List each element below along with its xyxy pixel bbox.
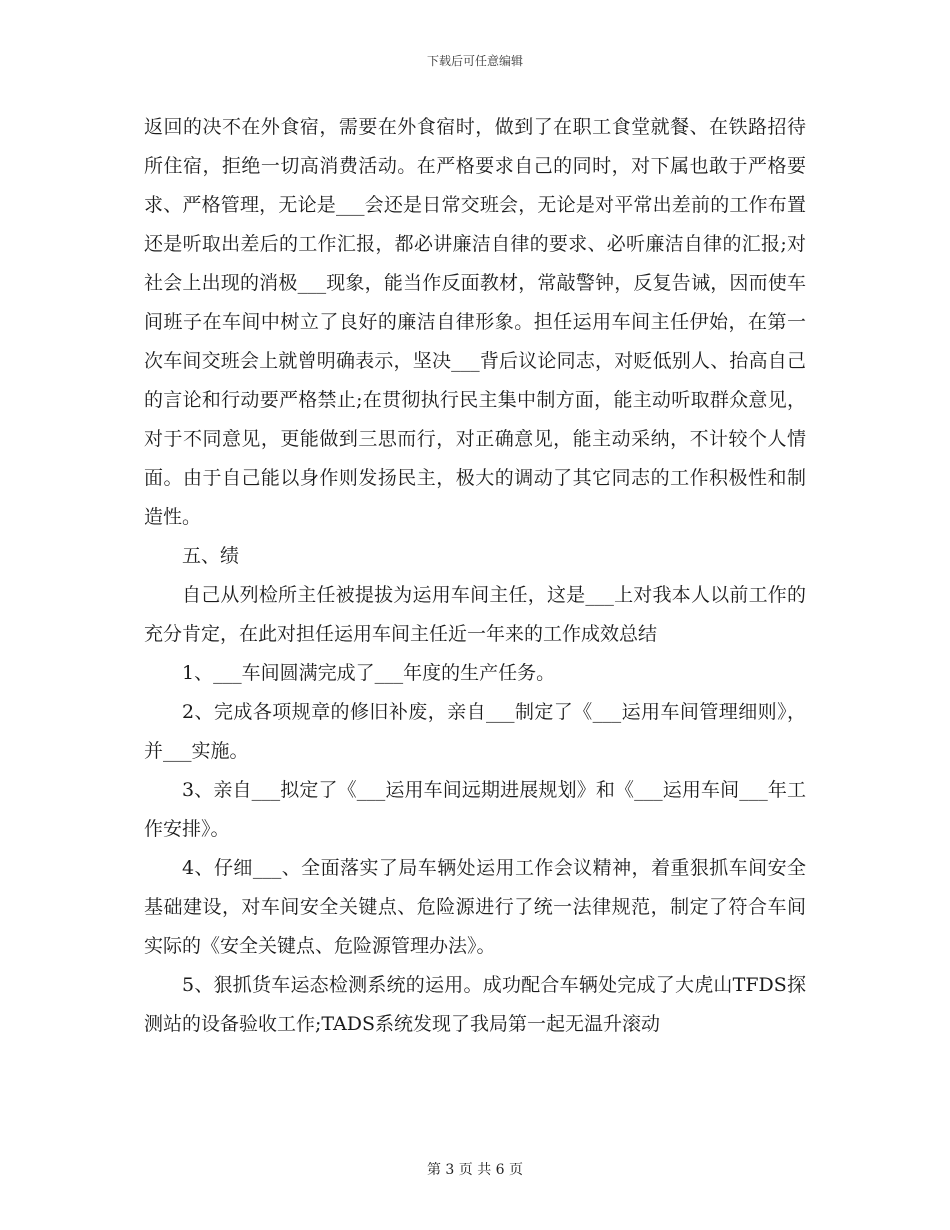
section-heading: 五、绩 bbox=[182, 545, 240, 567]
page-footer: 第 3 页 共 6 页 bbox=[426, 1162, 524, 1178]
paragraph-intro: 自己从列检所主任被提拔为运用车间主任，这是___上对我本人以前工作的充分肯定，在此对担任运用车间主任近一年来的工作成效总结 bbox=[144, 584, 806, 645]
list-item-1: 1、___车间圆满完成了___年度的生产任务。 bbox=[182, 662, 556, 684]
paragraph-continuation: 返回的决不在外食宿，需要在外食宿时，做到了在职工食堂就餐、在铁路招待所住宿，拒绝一切高消费活动。在严格要求自己的同时，对下属也敢于严格要求、严格管理，无论是___会还是日常交班会，无论是对平常出差前的工作布置还是听取出差后的工作汇报，都必讲廉洁自律的要求、必听廉洁自律的汇报;对社会上出现的消极___现象，能当作反面教材，常敲警钟，反复告诫，因而使车间班子在车间中树立了良好的廉洁自律形象。担任运用车间主任伊始，在第一次车间交班会上就曾明确表示，坚决___背后议论同志，对贬低别人、抬高自己的言论和行动要严格禁止;在贯彻执行民主集中制方面，能主动听取群众意见，对于不同意见，更能做到三思而行，对正确意见，能主动采纳，不计较个人情面。由于自己能以身作则发扬民主，极大的调动了其它同志的工作积极性和制造性。 bbox=[144, 116, 806, 528]
list-item-5: 5、狠抓货车运态检测系统的运用。成功配合车辆处完成了大虎山TFDS探测站的设备验收工作;TADS系统发现了我局第一起无温升滚动 bbox=[144, 974, 806, 1035]
page-header: 下载后可任意编辑 bbox=[426, 54, 523, 68]
list-item-2: 2、完成各项规章的修旧补废，亲自___制定了《___运用车间管理细则》，并___实施。 bbox=[144, 701, 806, 762]
document-body bbox=[144, 108, 806, 1044]
list-item-4: 4、仔细___、全面落实了局车辆处运用工作会议精神，着重狠抓车间安全基础建设，对车间安全关键点、危险源进行了统一法律规范，制定了符合车间实际的《安全关键点、危险源管理办法》。 bbox=[144, 857, 806, 957]
list-item-3: 3、亲自___拟定了《___运用车间远期进展规划》和《___运用车间___年工作安排》。 bbox=[144, 779, 806, 840]
